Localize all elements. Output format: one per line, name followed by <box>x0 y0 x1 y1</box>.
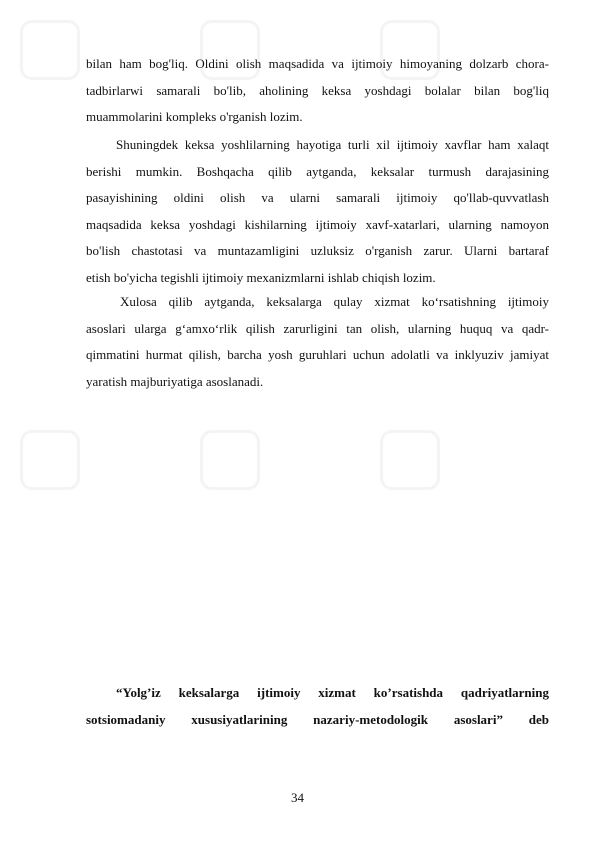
watermark-shape <box>20 20 80 80</box>
text-line: berishi mumkin. Boshqacha qilib aytganda, keksalar turmush darajasining <box>86 163 549 179</box>
page-number: 34 <box>291 790 304 805</box>
text-line: maqsadida keksa yoshdagi kishilarning ijtimoiy xavf-xatarlari, ularning namoyon <box>86 216 549 232</box>
text-line: muammolarini kompleks o'rganish lozim. <box>86 109 303 124</box>
text-line: yaratish majburiyatiga asoslanadi. <box>86 373 264 389</box>
text-line: tadbirlarwi samarali bo'lib, aholining keksa yoshdagi bolalar bilan bog'liq <box>86 82 549 98</box>
text-line: pasayishining oldini olish va ularni samarali ijtimoiy qo'llab-quvvatlash <box>86 190 549 205</box>
text-line: Shuningdek keksa yoshlilarning hayotiga turli xil ijtimoiy xavflar ham xalaqt <box>116 137 549 152</box>
text-line: bo'lish chastotasi va muntazamligini uzluksiz o'rganish zarur. Ularni bartaraf <box>86 243 549 258</box>
paragraph-title <box>86 680 549 733</box>
text-line: Xulosa qilib aytganda, keksalarga qulay xizmat ko‘rsatishning ijtimoiy <box>120 294 549 309</box>
text-line: etish bo'yicha tegishli ijtimoiy mexanizmlarni ishlab chiqish lozim. <box>86 269 436 285</box>
paragraph-3 <box>86 289 549 395</box>
text-line: asoslari ularga g‘amxo‘rlik qilish zarurligini tan olish, ularning huquq va qadr- <box>86 320 549 336</box>
text-line: “Yolg’iz keksalarga ijtimoiy xizmat ko’rsatishda qadriyatlarning <box>116 685 549 700</box>
watermark-shape <box>20 430 80 490</box>
paragraph-1 <box>86 51 549 131</box>
text-line: bilan ham bog'liq. Oldini olish maqsadida va ijtimoiy himoyaning dolzarb chora- <box>86 56 549 71</box>
text-line: qimmatini hurmat qilish, barcha yosh guruhlari uchun adolatli va inklyuziv jamiyat <box>86 347 549 362</box>
watermark-shape <box>380 430 440 490</box>
text-line: sotsiomadaniy xususiyatlarining nazariy-metodologik asoslari” deb <box>86 711 549 727</box>
paragraph-2 <box>86 132 549 291</box>
watermark-shape <box>200 430 260 490</box>
